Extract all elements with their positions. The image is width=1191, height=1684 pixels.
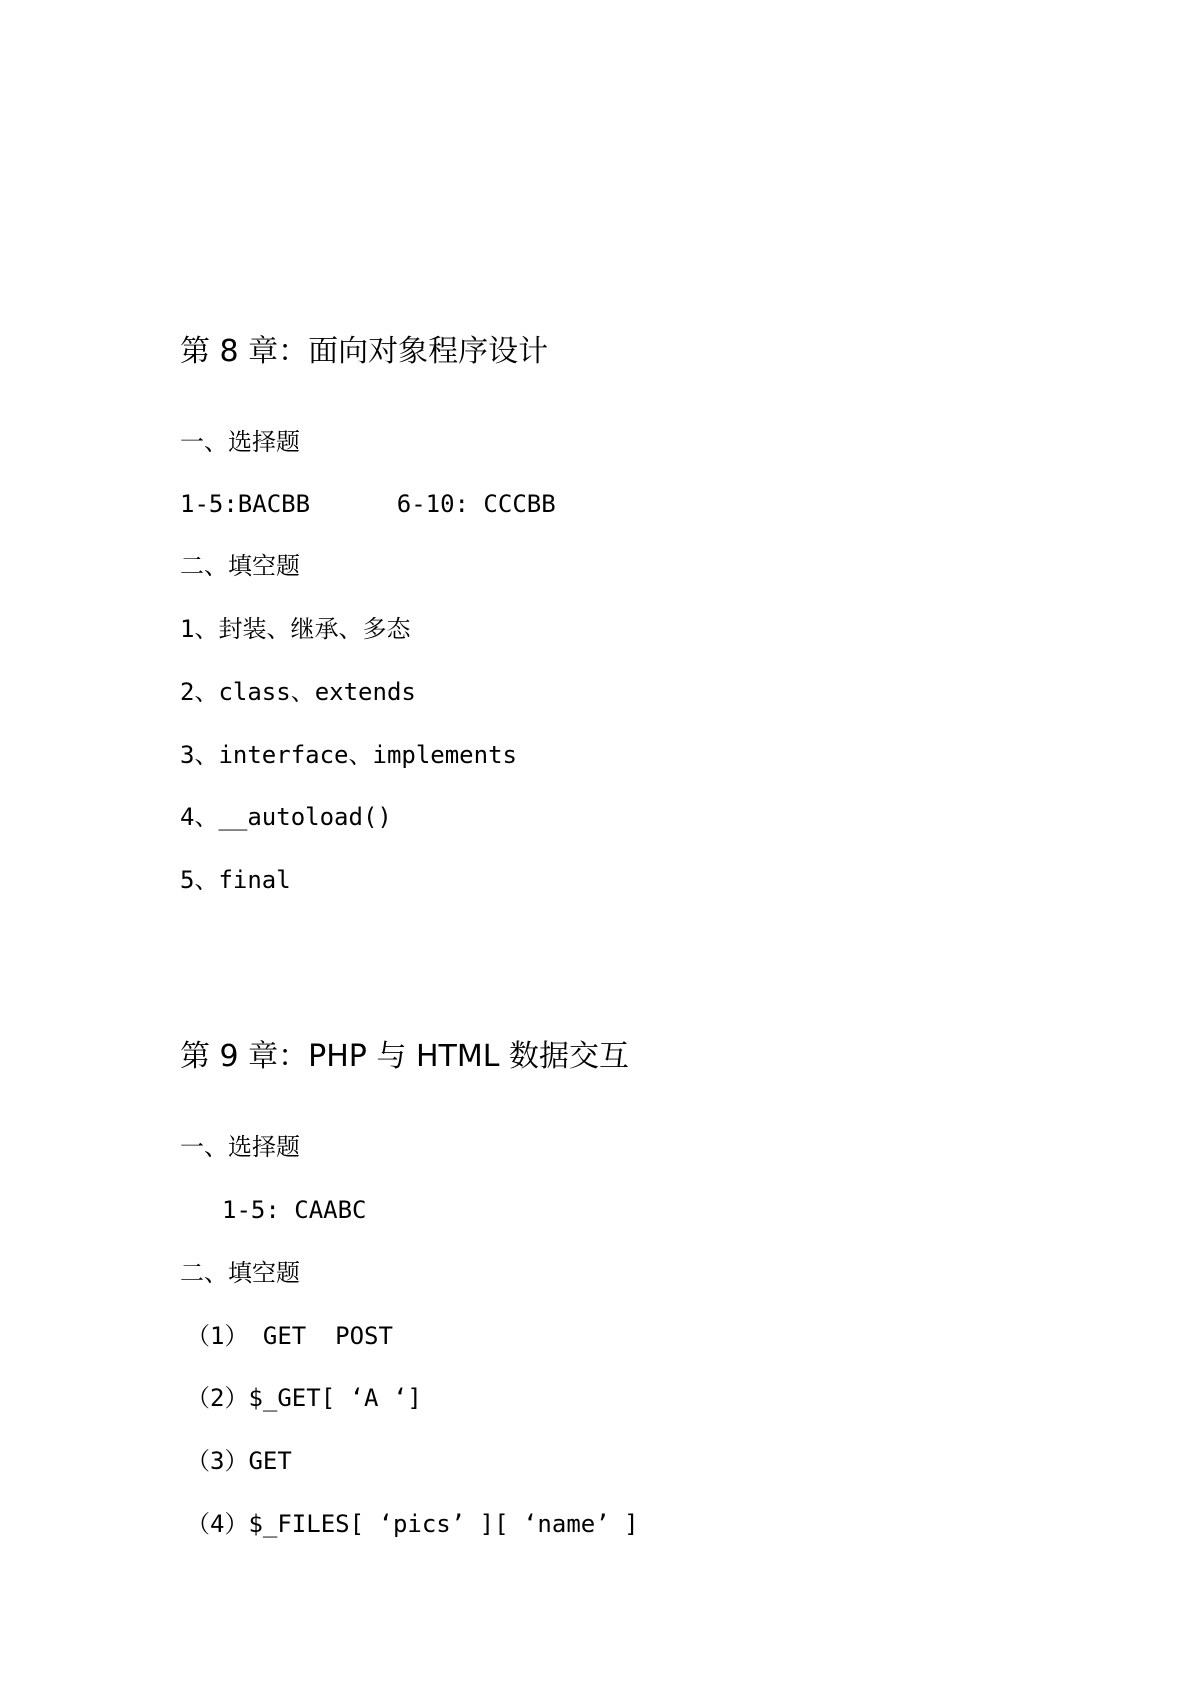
chapter-8-fill-answer-2: 2、class、extends xyxy=(180,678,416,706)
chapter-9-fill-answer-3: （3）GET xyxy=(186,1447,292,1475)
chapter-8-fill-answer-1: 1、封装、继承、多态 xyxy=(180,615,411,643)
chapter-9-fill-heading: 二、填空题 xyxy=(180,1259,300,1287)
chapter-8-choice-heading: 一、选择题 xyxy=(180,428,300,456)
chapter-9-title: 第 9 章：PHP 与 HTML 数据交互 xyxy=(180,1039,629,1074)
chapter-8-fill-answer-3: 3、interface、implements xyxy=(180,741,517,769)
chapter-9-fill-answer-4: （4）$_FILES[ ‘pics’ ][ ‘name’ ] xyxy=(186,1510,639,1538)
chapter-8-title: 第 8 章：面向对象程序设计 xyxy=(180,334,549,369)
chapter-9-choice-answers: 1-5: CAABC xyxy=(222,1196,367,1224)
chapter-8-choice-answers: 1-5:BACBB 6-10: CCCBB xyxy=(180,490,556,518)
chapter-9-fill-answer-2: （2）$_GET[ ‘A ‘] xyxy=(186,1384,422,1412)
chapter-8-fill-answer-5: 5、final xyxy=(180,866,291,894)
chapter-8-fill-answer-4: 4、__autoload() xyxy=(180,803,392,831)
chapter-9-choice-heading: 一、选择题 xyxy=(180,1133,300,1161)
chapter-9-fill-answer-1: （1） GET POST xyxy=(186,1322,393,1350)
chapter-8-fill-heading: 二、填空题 xyxy=(180,552,300,580)
